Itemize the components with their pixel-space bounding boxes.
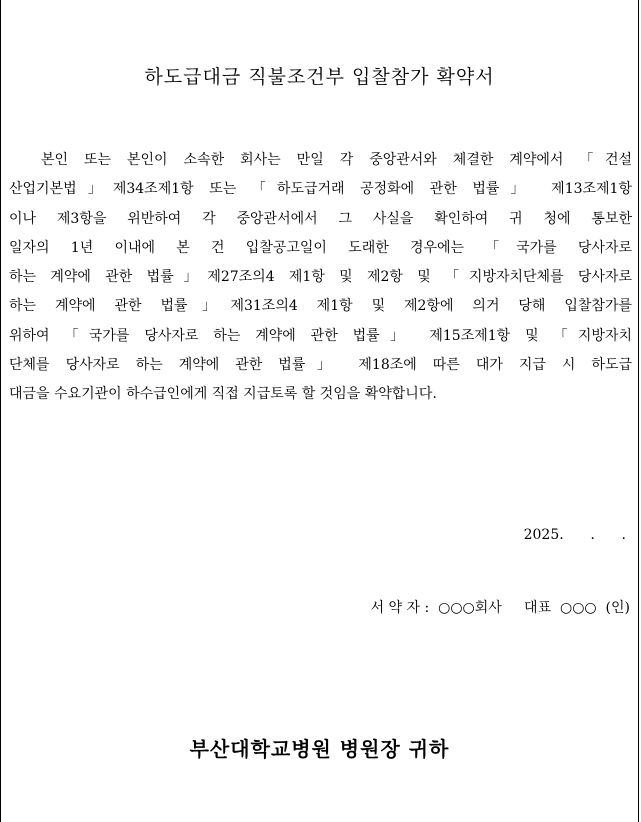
body-line: 하는 계약에 관한 법률」제27조의4 제1항 및 제2항 및 「지방자치단체를 당사자로 <box>9 269 632 286</box>
body-line: 단체를 당사자로 하는 계약에 관한 법률」 제18조에 따른 대가 지급 시 하도급 <box>9 357 632 374</box>
body-line: 위하여 「국가를 당사자로 하는 계약에 관한 법률」 제15조제1항 및 「지방자치 <box>9 327 632 344</box>
body-line: 산업기본법」제34조제1항 또는 「하도급거래 공정화에 관한 법률」 제13조제1항 <box>9 181 632 198</box>
pledge-body <box>9 146 632 410</box>
document-title: 하도급대금 직불조건부 입찰참가 확약서 <box>144 66 495 88</box>
body-line: 본인 또는 본인이 소속한 회사는 만일 각 중앙관서와 체결한 계약에서 「건설 <box>9 152 632 168</box>
body-line: 이나 제3항을 위반하여 각 중앙관서에서 그 사실을 확인하여 귀 청에 통보한 <box>9 210 632 227</box>
body-line: 대금을 수요기관이 하수급인에게 직접 지급토록 할 것임을 확약합니다. <box>9 386 437 403</box>
signer-line: 서 약 자 : ○○○회사 대표 ○○○ (인) <box>370 600 630 616</box>
body-line: 일자의 1년 이내에 본 건 입찰공고일이 도래한 경우에는 「국가를 당사자로 <box>9 239 632 256</box>
addressee: 부산대학교병원 병원장 귀하 <box>189 737 450 761</box>
body-line: 하는 계약에 관한 법률」제31조의4 제1항 및 제2항에 의거 당해 입찰참가를 <box>9 298 632 315</box>
date-line: 2025. . . <box>523 527 626 543</box>
